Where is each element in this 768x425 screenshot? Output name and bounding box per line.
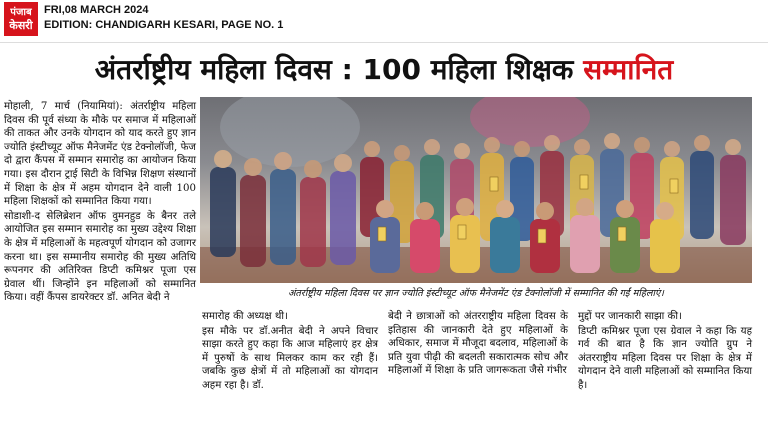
event-photo: [200, 97, 752, 283]
logo-line-1: पंजाब: [10, 6, 32, 18]
article-paragraph: डिप्टी कमिश्नर पूजा एस ग्रेवाल ने कहा कि यह गर्व की बात है कि ज्ञान ज्योति ग्रुप ने अंतरराष्ट्रीय महिला दिवस पर शिक्षा के क्षेत्र में योगदान देने वाली महिलाओं को सम्मानित किया है।: [578, 325, 752, 391]
article-column-a: [202, 310, 378, 394]
photo-caption: अंतर्राष्ट्रीय महिला दिवस पर ज्ञान ज्योति इंस्टीच्यूट ऑफ मैनेजमेंट एंड टैक्नोलॉजी में सम्मानित की गईं महिलाएं।: [288, 288, 664, 299]
article-left-column: [4, 100, 196, 306]
article-paragraph: इस मौके पर डॉ.अनीत बेदी ने अपने विचार साझा करते हुए कहा कि आज महिलाएं हर क्षेत्र में पुरुषों के साथ मिलकर काम कर रही हैं। जबकि कुछ क्षेत्रों में तो महिलाओं का योगदान अहम रहा है। डॉ.: [202, 325, 378, 391]
headline-main: अंतर्राष्ट्रीय महिला दिवस : 100 महिला शिक्षक: [94, 53, 584, 86]
group-photo-illustration: [200, 97, 752, 283]
article-column-b: [388, 310, 568, 379]
article-paragraph: मोहाली, 7 मार्च (नियामियां): अंतर्राष्ट्रीय महिला दिवस की पूर्व संध्या के मौके पर समाज में महिलाओं की ताकत और उनके योगदान को याद करते हुए ज्ञान ज्योति इंस्टीच्यूट ऑफ मैनेजमेंट एंड टेक्नोलॉजी, फेज दो द्वारा कैंपस में सम्मान समारोह का आयोजन किया गया। इस दौरान ट्राई सिटी के विभिन्न शिक्षण संस्थानों में शिक्षा के क्षेत्र में अहम योगदान देने वाली 100 महिला शिक्षकों को सम्मानित किया गया।: [4, 101, 196, 208]
article-paragraph: सोडाशी-द सेलिब्रेशन ऑफ वुमनहुड के बैनर तले आयोजित इस सम्मान समारोह का मुख्य उद्देश्य शिक्षा के क्षेत्र में महिलाओं के महत्वपूर्ण योगदान को उजागर करना था। इस सम्मानीय समारोह की मुख्य अतिथि रूपनगर की अतिरिक्त डिप्टी कमिश्नर पूजा एस ग्रेवाल थीं। जिन्होंने इन महिलाओं को सम्मानित किया। वहीं कैंपस डायरेक्टर डॉ. अनित बेदी ने: [4, 210, 196, 304]
logo-line-2: केसरी: [9, 18, 33, 32]
punjab-kesari-logo: [4, 2, 38, 36]
headline-accent: सम्मानित: [583, 53, 674, 86]
article-paragraph: बेदी ने छात्राओं को अंतरराष्ट्रीय महिला दिवस के इतिहास की जानकारी देते हुए महिलाओं के अधिकार, समाज में मौजूदा बदलाव, महिलाओं के प्रति युवा पीढ़ी की बदलती सकारात्मक सोच और महिलाओं में शिक्षा के प्रति जागरूकता जैसे गंभीर: [388, 311, 568, 377]
article-paragraph: समारोह की अध्यक्ष थी।: [202, 311, 288, 322]
edition-meta: [44, 3, 283, 33]
article-paragraph: मुद्दों पर जानकारी साझा की।: [578, 311, 682, 322]
header-divider: [0, 42, 768, 43]
article-column-c: [578, 310, 752, 394]
edition-info: EDITION: CHANDIGARH KESARI, PAGE NO. 1: [44, 19, 284, 31]
issue-date: FRI,08 MARCH 2024: [44, 4, 149, 16]
headline: [0, 52, 768, 88]
